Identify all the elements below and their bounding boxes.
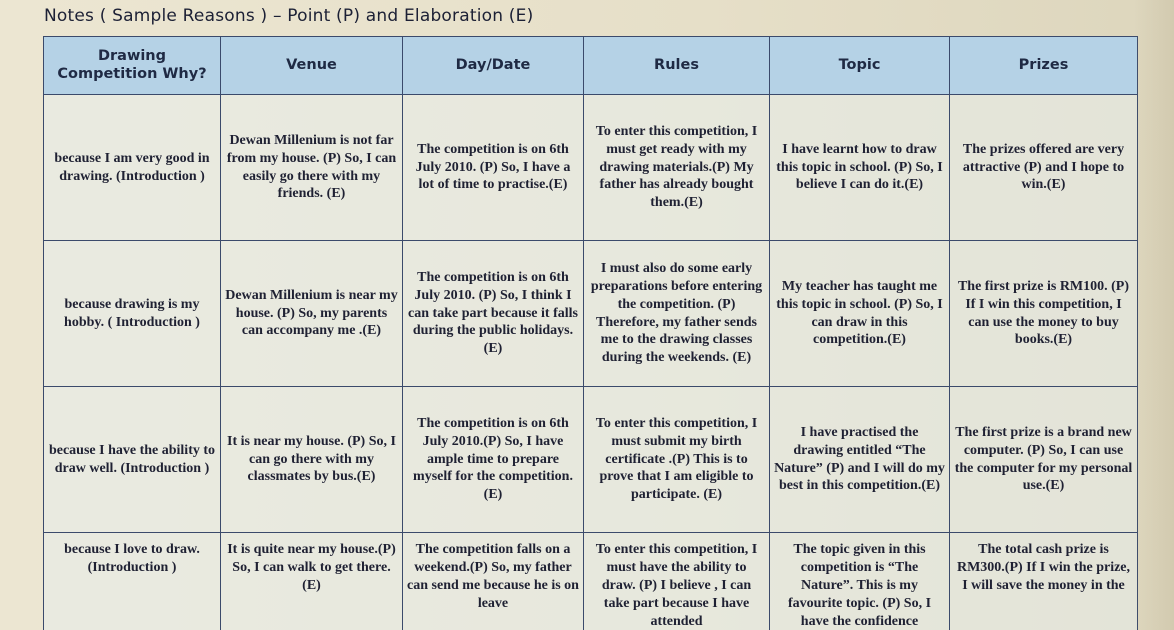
cell-day-date: The competition is on 6th July 2010. (P) So, I think I can take part because it falls during the public holidays.(E) (403, 241, 584, 387)
header-day-date: Day/Date (403, 37, 584, 95)
cell-topic: The topic given in this competition is “The Nature”. This is my favourite topic. (P) So, I have the confidence (770, 533, 950, 630)
table-row (44, 387, 1138, 533)
cell-reason: because I have the ability to draw well. (Introduction ) (44, 387, 221, 533)
table-row (44, 95, 1138, 241)
cell-rules: I must also do some early preparations before entering the competition. (P) Therefore, my father sends me to the drawing classes during the weekends. (E) (584, 241, 770, 387)
header-topic: Topic (770, 37, 950, 95)
cell-prizes: The first prize is RM100. (P) If I win this competition, I can use the money to buy books.(E) (950, 241, 1138, 387)
header-rules: Rules (584, 37, 770, 95)
cell-topic: My teacher has taught me this topic in school. (P) So, I can draw in this competition.(E) (770, 241, 950, 387)
cell-prizes: The prizes offered are very attractive (P) and I hope to win.(E) (950, 95, 1138, 241)
table-row (44, 241, 1138, 387)
header-venue: Venue (221, 37, 403, 95)
cell-reason: because drawing is my hobby. ( Introduction ) (44, 241, 221, 387)
cell-day-date: The competition falls on a weekend.(P) So, my father can send me because he is on leave (403, 533, 584, 630)
cell-rules: To enter this competition, I must submit my birth certificate .(P) This is to prove that I am eligible to participate. (E) (584, 387, 770, 533)
table-header-row (44, 37, 1138, 95)
notes-heading: Notes ( Sample Reasons ) – Point (P) and Elaboration (E) (44, 6, 534, 26)
cell-topic: I have practised the drawing entitled “The Nature” (P) and I will do my best in this competition.(E) (770, 387, 950, 533)
page-edge-shadow (1134, 0, 1174, 630)
header-prizes: Prizes (950, 37, 1138, 95)
header-drawing-competition-why: Drawing Competition Why? (44, 37, 221, 95)
cell-day-date: The competition is on 6th July 2010.(P) So, I have ample time to prepare myself for the competition.(E) (403, 387, 584, 533)
cell-prizes: The first prize is a brand new computer. (P) So, I can use the computer for my personal use.(E) (950, 387, 1138, 533)
cell-reason: because I am very good in drawing. (Introduction ) (44, 95, 221, 241)
cell-rules: To enter this competition, I must get ready with my drawing materials.(P) My father has already bought them.(E) (584, 95, 770, 241)
cell-prizes: The total cash prize is RM300.(P) If I win the prize, I will save the money in the (950, 533, 1138, 630)
cell-rules: To enter this competition, I must have the ability to draw. (P) I believe , I can take part because I have attended (584, 533, 770, 630)
reasons-table (43, 36, 1138, 630)
cell-venue: It is quite near my house.(P) So, I can walk to get there.(E) (221, 533, 403, 630)
cell-venue: It is near my house. (P) So, I can go there with my classmates by bus.(E) (221, 387, 403, 533)
cell-venue: Dewan Millenium is not far from my house. (P) So, I can easily go there with my friends. (E) (221, 95, 403, 241)
reasons-table-container (43, 36, 1137, 630)
cell-day-date: The competition is on 6th July 2010. (P) So, I have a lot of time to practise.(E) (403, 95, 584, 241)
table-row (44, 533, 1138, 630)
cell-venue: Dewan Millenium is near my house. (P) So, my parents can accompany me .(E) (221, 241, 403, 387)
cell-topic: I have learnt how to draw this topic in school. (P) So, I believe I can do it.(E) (770, 95, 950, 241)
cell-reason: because I love to draw. (Introduction ) (44, 533, 221, 630)
